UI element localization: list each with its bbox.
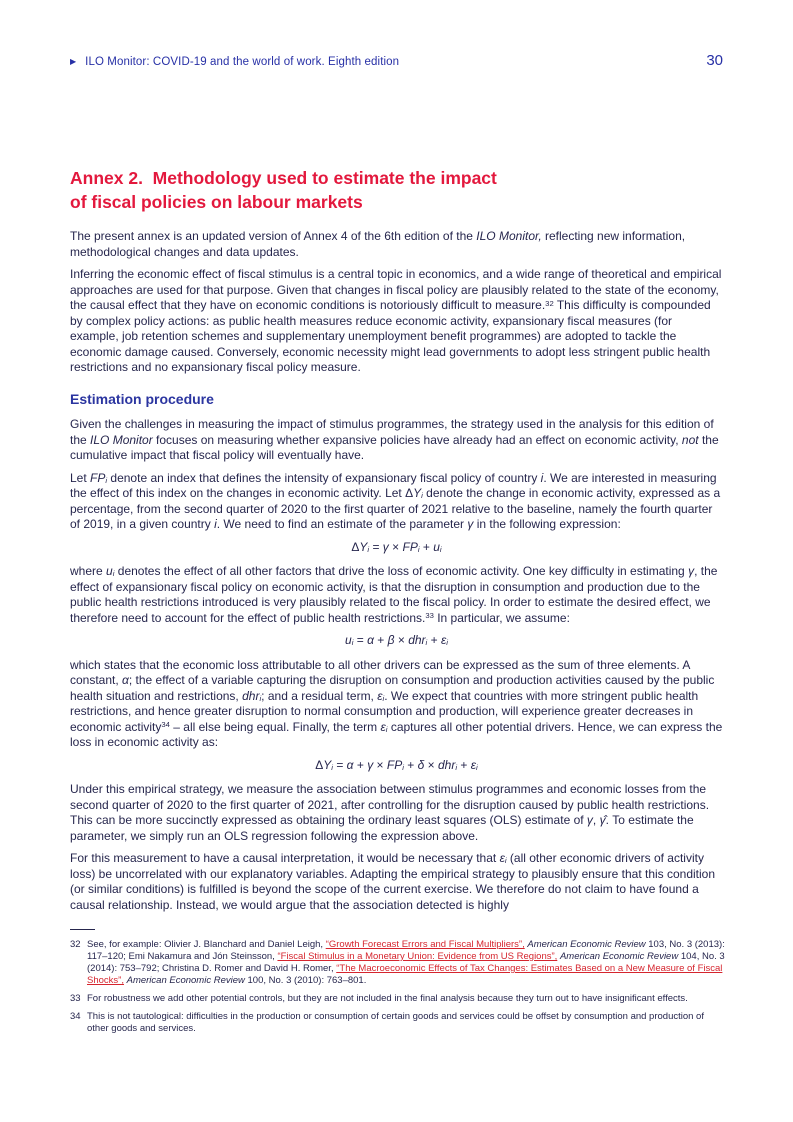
text-run: α (346, 757, 354, 772)
text-run: i (402, 762, 404, 772)
text-run: × (424, 757, 438, 772)
equation-1 (70, 540, 723, 556)
paragraph-ols-estimate (70, 782, 723, 844)
text-run: + (373, 633, 388, 647)
text-run: α (122, 673, 129, 687)
text-run: i (112, 569, 115, 579)
text-run: + (457, 757, 471, 772)
text-run: captures all other potential drivers. Hence, we can express the loss in economic activity as: (70, 719, 723, 749)
footnote-text (87, 939, 725, 987)
text-run: ε (440, 633, 447, 647)
text-run: i (417, 544, 420, 554)
text-run: Y (413, 486, 422, 500)
text-run: denote an index that defines the intensity of expansionary fiscal policy of country (107, 470, 541, 485)
text-run: in the following expression: (473, 517, 621, 531)
footnote-reference: 32 (545, 298, 554, 308)
text-run: . We expect that countries with more stringent public health restrictions, and hence greater disruption to normal consumption and production, will experience greater decreases in economic activity (70, 688, 699, 734)
text-run: δ (417, 757, 425, 772)
footnote-link[interactable]: “The Macroeconomic Effects of Tax Changes: Estimates Based on a New Measure of Fiscal Shocks”, (87, 963, 723, 986)
text-run: denotes the effect of all other factors that drive the loss of economic activity. One key difficulty in estimating (114, 564, 689, 578)
text-run: u (433, 539, 440, 554)
text-run: denote the change in economic activity, expressed as a percentage, from the second quarter of 2020 to the first quarter of 2021 relative to the baseline, namely the fourth quarter of 2019, in a given country (70, 486, 721, 531)
text-run: β (387, 633, 395, 647)
text-run: + (403, 757, 418, 772)
text-run: This difficulty is compounded by complex policy actions: as public health measures reduce economic activity, expansionary fiscal measures (for example, job retention schemes and supplementary unemployment benefit programmes) are adopted to tackle the economic damage caused. Conversely, economic necessity might lead governments to adopt less stringent public health restrictions and no expansionary fiscal policy measure. (70, 298, 711, 374)
text-run: American Economic Review (527, 939, 646, 950)
text-run: For robustness we add other potential controls, but they are not included in the final analysis because they turn out to have insignificant effects. (87, 993, 688, 1004)
footnote-32 (70, 939, 725, 987)
text-run: FP (386, 757, 403, 772)
text-run: i (455, 762, 458, 772)
text-run: i (351, 638, 354, 648)
text-run: . To estimate the parameter, we simply run an OLS regression following the expression above. (70, 813, 694, 843)
text-run: . We need to find an estimate of the parameter (216, 517, 468, 531)
text-run: FP (402, 539, 418, 554)
text-run: Inferring the economic effect of fiscal stimulus is a central topic in economics, and a wide range of theoretical and empirical approaches are used for that purpose. Given that changes in fiscal policy are plausibly related to the state of the economy, the causal effect that they have on economic conditions is notoriously difficult to measure. (70, 267, 722, 312)
text-run: dhr (242, 688, 260, 703)
text-run: focuses on measuring whether expansive policies have already had an effect on economic activity, (152, 432, 682, 447)
text-run: i (476, 762, 478, 772)
text-run: 104, No. 3 (2014): 753–792; Christina D. Romer and David H. Romer, (87, 951, 725, 974)
footnotes-section (70, 939, 725, 1035)
text-run: Given the challenges in measuring the impact of stimulus programmes, the strategy used in the analysis for this edition of the (70, 417, 714, 447)
text-run: The present annex is an updated version of Annex 4 of the 6th edition of the (70, 229, 477, 243)
text-run: γ (688, 564, 695, 578)
text-run: , the effect of expansionary fiscal policy on economic activity, is that the disruption in consumption and production due to the public health restrictions introduced is very plausibly related to the fiscal policy. In order to estimate the desired effect, we therefore need to account for the effect of public health restrictions. (70, 564, 718, 625)
running-header (70, 56, 399, 68)
text-run: + (353, 757, 368, 772)
text-run: , (592, 813, 600, 827)
text-run: i (540, 470, 544, 485)
text-run: + (419, 539, 434, 554)
footnote-link[interactable]: “Growth Forecast Errors and Fiscal Multipliers”, (325, 939, 525, 950)
footnote-number: 32 (70, 939, 81, 950)
text-run: American Economic Review (559, 951, 679, 962)
equation-2 (70, 633, 723, 649)
text-run: Δ (315, 757, 324, 772)
annex-title-line-2: of fiscal policies on labour markets (70, 192, 363, 212)
paragraph-intro-2 (70, 267, 723, 376)
text-run: not (681, 432, 699, 447)
text-run: ; the effect of a variable capturing the disruption on consumption and production activities caused by the public health situation and restrictions, (70, 673, 715, 703)
annex-title-line-1: Annex 2. Methodology used to estimate the impact (70, 168, 497, 188)
paragraph-intro-1 (70, 229, 723, 260)
paragraph-causality-caveat (70, 851, 723, 913)
footnote-34 (70, 1011, 725, 1035)
text-run: ε (377, 688, 383, 703)
text-run: Y (359, 539, 368, 554)
text-run: FP (90, 470, 106, 485)
footnote-reference: 34 (161, 720, 170, 730)
text-run: γ (586, 813, 593, 827)
text-run: i (421, 491, 423, 501)
paragraph-strategy (70, 417, 723, 464)
text-run: For this measurement to have a causal interpretation, it would be necessary that (70, 851, 500, 865)
text-run: = (332, 757, 347, 772)
text-run: × (394, 633, 409, 647)
text-run: i (504, 856, 507, 866)
text-run: γ (467, 517, 474, 531)
text-run: ILO Monitor, (476, 229, 542, 243)
text-run: i (367, 544, 370, 554)
text-run: Let (70, 470, 91, 485)
text-run: American Economic Review (126, 975, 245, 986)
annex-title (70, 166, 723, 214)
text-run: where (70, 564, 107, 578)
page-number: 30 (706, 52, 723, 69)
paragraph-error-term (70, 564, 723, 626)
text-run: i (331, 762, 333, 772)
text-run: ILO Monitor (90, 432, 153, 447)
text-run: reflecting new information, methodological changes and data updates. (70, 229, 686, 259)
footnote-divider (70, 929, 95, 930)
text-run: In particular, we assume: (433, 610, 570, 625)
footnote-number: 34 (70, 1011, 81, 1022)
text-run: Under this empirical strategy, we measure the association between stimulus programmes and economic losses from the second quarter of 2020 to the first quarter of 2021, after controlling for the disruption caused by public health restrictions. This can be more succinctly expressed as obtaining the ordinary least squares (OLS) estimate of (70, 782, 710, 827)
text-run: × (388, 539, 403, 554)
text-run: dhr (408, 633, 426, 647)
footnote-text (87, 1011, 725, 1035)
footnote-reference: 33 (425, 611, 434, 621)
text-run: i (214, 517, 217, 531)
text-run: × (373, 757, 387, 772)
text-run: ; and a residual term, (261, 688, 378, 703)
text-run: = (369, 539, 383, 554)
text-run: See, for example: Olivier J. Blanchard and Daniel Leigh, (87, 939, 326, 950)
text-run: i (446, 638, 448, 648)
footnote-text (87, 993, 725, 1005)
text-run: u (345, 633, 352, 647)
text-run: i (382, 693, 385, 703)
arrow-icon: ▶ (70, 57, 77, 66)
text-run: i (259, 693, 262, 703)
text-run: α (367, 633, 374, 647)
text-run: (all other economic drivers of activity loss) be uncorrelated with our explanatory variables. Adapting the empirical strategy to plausibly ensure that this condition (or similar conditions) is fulfilled is beyond the scope of the current exercise. We therefore do not claim to have found a causal relationship. Instead, we would argue that the association detected is highly (70, 851, 716, 912)
paragraph-model-setup (70, 471, 723, 533)
footnote-link[interactable]: “Fiscal Stimulus in a Monetary Union: Evidence from US Regions”, (277, 951, 558, 962)
text-run: i (385, 724, 388, 734)
section-heading-estimation-procedure: Estimation procedure (70, 390, 214, 407)
equation-3 (70, 758, 723, 774)
text-run: i (439, 544, 442, 554)
paragraph-decomposition (70, 658, 723, 751)
footnote-33 (70, 993, 725, 1005)
text-run: . We are interested in measuring the effect of this index on the changes in economic activity. Let Δ (70, 470, 717, 500)
text-run: i (105, 475, 108, 485)
text-run: i (425, 638, 428, 648)
text-run: which states that the economic loss attributable to all other drivers can be expressed as the sum of three elements. A constant, (70, 657, 690, 687)
text-run: the cumulative impact that fiscal policy will eventually have. (70, 432, 719, 462)
text-run: ε (380, 719, 386, 734)
text-run: + (427, 633, 441, 647)
text-run: = (353, 633, 368, 647)
document-body (70, 229, 723, 1035)
text-run: dhr (438, 757, 456, 772)
text-run: 103, No. 3 (2013): 117–120; Emi Nakamura and Jón Steinsson, (87, 939, 725, 962)
text-run: Δ (351, 539, 360, 554)
text-run: u (106, 564, 113, 578)
document-header-title: ILO Monitor: COVID-19 and the world of work. Eighth edition (85, 56, 400, 68)
text-run: ε (499, 851, 505, 865)
text-run: ε (470, 757, 477, 772)
page-header (70, 52, 723, 69)
text-run: This is not tautological: difficulties in the production or consumption of certain goods and services could be offset by consumption and production of other goods and services. (87, 1011, 704, 1034)
text-run: γ (382, 539, 389, 554)
footnote-number: 33 (70, 993, 81, 1004)
text-run: 100, No. 3 (2010): 763–801. (244, 975, 367, 986)
text-run: – all else being equal. Finally, the term (169, 719, 381, 734)
text-run: γ̂ (599, 813, 606, 827)
text-run: γ (367, 757, 374, 772)
text-run: Y (323, 757, 332, 772)
